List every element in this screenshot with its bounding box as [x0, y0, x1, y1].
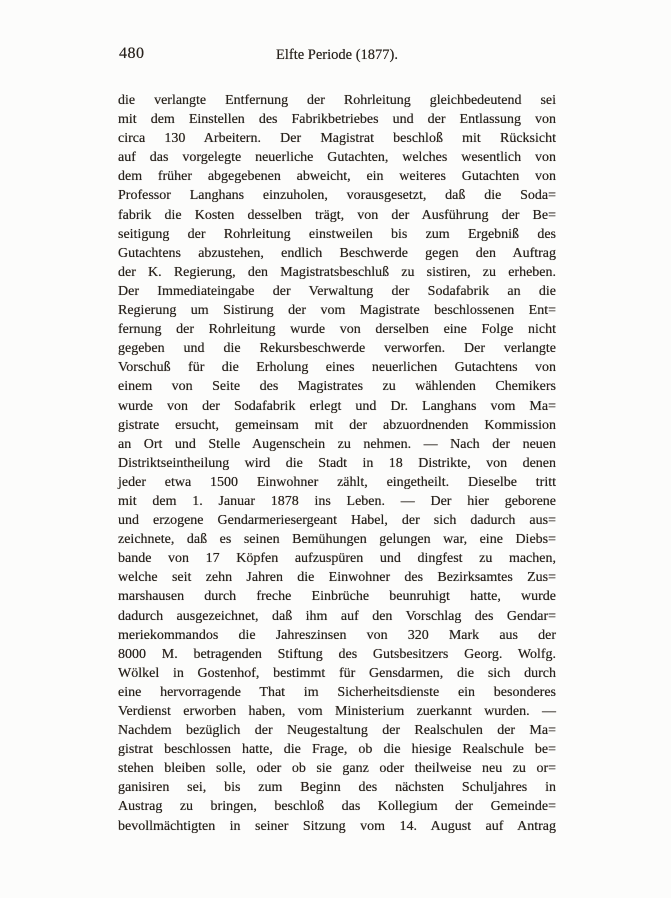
text-line: stehen bleiben solle, oder ob sie ganz oder theilweise neu zu or= — [118, 761, 556, 777]
text-line: marshausen durch freche Einbrüche beunruhigt hatte, wurde — [118, 589, 556, 605]
running-header — [118, 45, 556, 65]
text-line: 8000 M. betragenden Stiftung des Gutsbesitzers Georg. Wolfg. — [118, 646, 556, 662]
text-line: zeichnete, daß es seinen Bemühungen gelungen war, eine Diebs= — [118, 532, 556, 548]
text-line: fabrik die Kosten desselben trägt, von der Ausführung der Be= — [118, 207, 556, 223]
text-line: gistrat beschlossen hatte, die Frage, ob die hiesige Realschule be= — [118, 742, 556, 758]
body-text — [118, 91, 556, 836]
page-number: 480 — [119, 45, 145, 62]
text-line: gegeben und die Rekursbeschwerde verworfen. Der verlangte — [118, 341, 556, 357]
text-line: die verlangte Entfernung der Rohrleitung gleichbedeutend sei — [118, 93, 556, 108]
text-line: auf das vorgelegte neuerliche Gutachten, welches wesentlich von — [118, 150, 556, 166]
text-line: einem von Seite des Magistrates zu wählenden Chemikers — [118, 379, 556, 395]
text-line: circa 130 Arbeitern. Der Magistrat beschloß mit Rücksicht — [118, 131, 556, 147]
text-line: wurde von der Sodafabrik erlegt und Dr. Langhans vom Ma= — [118, 398, 556, 414]
text-line: Wölkel in Gostenhof, bestimmt für Gensdarmen, die sich durch — [118, 665, 556, 681]
text-line: dem früher abgegebenen abweicht, ein weiteres Gutachten von — [118, 169, 556, 185]
text-line: Austrag zu bringen, beschloß das Kollegium der Gemeinde= — [118, 799, 556, 815]
text-line: Der Immediateingabe der Verwaltung der Sodafabrik an die — [118, 283, 556, 299]
text-line: Distriktseintheilung wird die Stadt in 18 Distrikte, von denen — [118, 455, 556, 471]
text-line: Nachdem bezüglich der Neugestaltung der Realschulen der Ma= — [118, 723, 556, 739]
text-line: seitigung der Rohrleitung einstweilen bis zum Ergebniß des — [118, 226, 556, 242]
text-line: mit dem 1. Januar 1878 ins Leben. — Der hier geborene — [118, 493, 556, 509]
text-line: bande von 17 Köpfen aufzuspüren und dingfest zu machen, — [118, 551, 556, 567]
text-line: mit dem Einstellen des Fabrikbetriebes und der Entlassung von — [118, 112, 556, 128]
running-title: Elfte Periode (1877). — [275, 47, 398, 63]
text-line: eine hervorragende That im Sicherheitsdienste ein besonderes — [118, 684, 556, 700]
text-line: ganisiren sei, bis zum Beginn des nächsten Schuljahres in — [118, 780, 556, 796]
text-line: Gutachtens abzustehen, endlich Beschwerde gegen den Auftrag — [118, 245, 556, 261]
text-line: und erzogene Gendarmeriesergeant Habel, der sich dadurch aus= — [118, 513, 556, 529]
text-line: Vorschuß für die Erholung eines neuerlichen Gutachtens von — [118, 360, 556, 376]
text-line: Regierung um Sistirung der vom Magistrate beschlossenen Ent= — [118, 303, 556, 319]
text-line: an Ort und Stelle Augenschein zu nehmen. — Nach der neuen — [118, 436, 556, 452]
text-line: dadurch ausgezeichnet, daß ihm auf den Vorschlag des Gendar= — [118, 608, 556, 624]
text-line: Verdienst erworben haben, vom Ministerium zuerkannt wurden. — — [118, 704, 556, 719]
text-line: meriekommandos die Jahreszinsen von 320 Mark aus der — [118, 627, 556, 643]
text-line: jeder etwa 1500 Einwohner zählt, eingetheilt. Dieselbe tritt — [118, 474, 556, 490]
text-line: gistrate ersucht, gemeinsam mit der abzuordnenden Kommission — [118, 417, 556, 433]
text-line: fernung der Rohrleitung wurde von derselben eine Folge nicht — [118, 322, 556, 338]
text-line: bevollmächtigten in seiner Sitzung vom 14. August auf Antrag — [118, 818, 556, 834]
text-line: Professor Langhans einzuholen, vorausgesetzt, daß die Soda= — [118, 188, 556, 204]
text-line: der K. Regierung, den Magistratsbeschluß zu sistiren, zu erheben. — [118, 264, 556, 280]
text-line: welche seit zehn Jahren die Einwohner des Bezirksamtes Zus= — [118, 570, 556, 586]
